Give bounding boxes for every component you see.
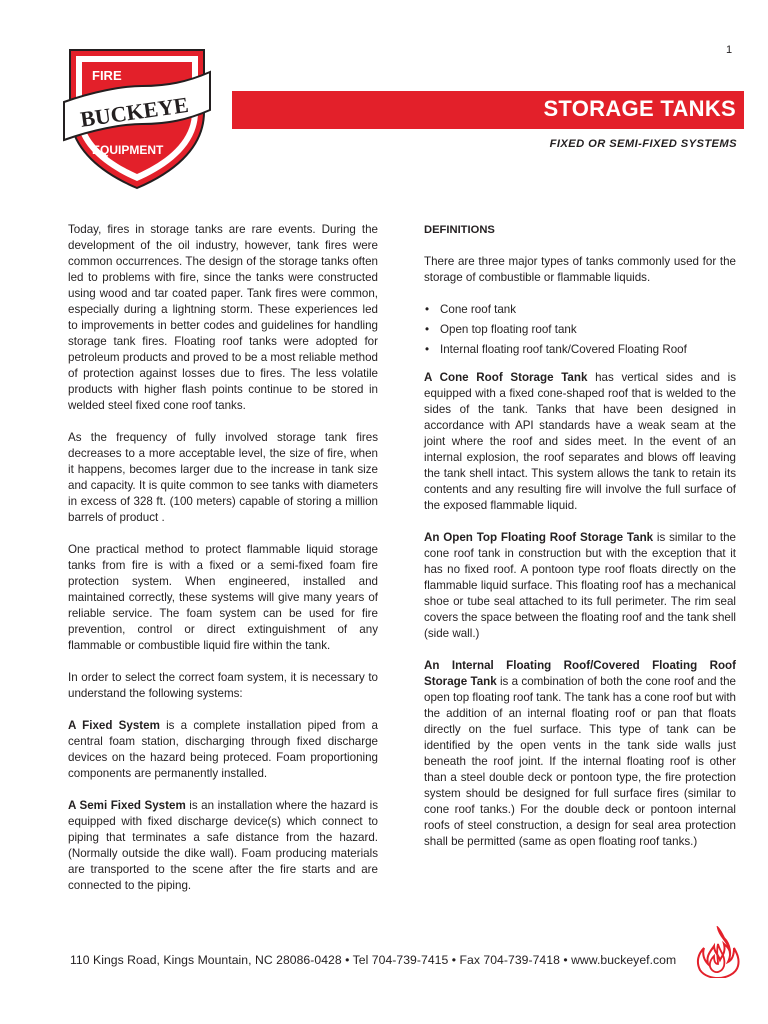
definitions-heading: DEFINITIONS bbox=[424, 224, 495, 236]
select-paragraph: In order to select the correct foam system, it is necessary to understand the following systems: bbox=[68, 671, 378, 700]
internal-floating-term: An Internal Floating Roof/Covered Floating Roof Storage Tank bbox=[424, 659, 736, 688]
fixed-system-text: is a complete installation piped from a central foam station, discharging through fixed discharge devices on the hazard being proteced. Foam proportioning components are permanently installed. bbox=[68, 719, 378, 780]
list-item: • Internal floating roof tank/Covered Floating Roof bbox=[424, 342, 736, 358]
tank-types-list bbox=[424, 302, 736, 358]
open-top-paragraph bbox=[424, 530, 736, 642]
method-paragraph: One practical method to protect flammable liquid storage tanks from fire is with a fixed or a semi-fixed foam fire protection system. When engineered, installed and maintained correctly, these systems will give many years of reliable service. The foam system can be used for fire prevention, control or direct extinguishment of any flammable or combustible liquid fire within the tank. bbox=[68, 543, 378, 652]
page-number: 1 bbox=[726, 44, 733, 56]
open-top-text: is similar to the cone roof tank in construction but with the exception that it has no fixed roof. A pontoon type roof floats directly on the flammable liquid surface. This floating roof has a mechanical shoe or tube seal attached to its full perimeter. The rim seal covers the space between the floating roof and the tank shell (side wall.) bbox=[424, 531, 736, 640]
internal-floating-paragraph bbox=[424, 658, 736, 850]
semi-fixed-system-text: is an installation where the hazard is equipped with fixed discharge device(s) which connect to piping that terminates a safe distance from the hazard. (Normally outside the dike wall). Foam producing materials are transported to the scene after the fire starts and are connected to the piping. bbox=[68, 799, 379, 892]
right-column bbox=[424, 222, 736, 866]
page-title: STORAGE TANKS bbox=[543, 96, 736, 121]
list-item: • Open top floating roof tank bbox=[424, 322, 736, 338]
semi-fixed-system-paragraph bbox=[68, 798, 378, 894]
semi-fixed-system-term: A Semi Fixed System bbox=[68, 799, 186, 812]
title-banner bbox=[232, 91, 744, 129]
logo-word-equipment: EQUIPMENT bbox=[92, 143, 164, 157]
internal-floating-text: is a combination of both the cone roof and the open top floating roof tank. The tank has a cone roof but with the addition of an internal floating roof or pan that floats directly on the fuel surface. This type of tank can be identified by the open vents in the tank side walls just beneath the roof joint. If the internal floating roof is other than a steel double deck or pontoon type, the fire protection system should be designed for full surface fires (similar to cone roof tanks.) For the double deck or pontoon internal roofs of steel construction, a design for seal area protection shall be permitted (same as open floating roof tanks.) bbox=[424, 675, 736, 848]
fixed-system-term: A Fixed System bbox=[68, 719, 160, 732]
flame-icon bbox=[694, 926, 742, 978]
logo-word-fire: FIRE bbox=[92, 68, 122, 83]
list-item: • Cone roof tank bbox=[424, 302, 736, 318]
page-subtitle: FIXED OR SEMI-FIXED SYSTEMS bbox=[549, 138, 737, 150]
footer-address: 110 Kings Road, Kings Mountain, NC 28086-0428 • Tel 704-739-7415 • Fax 704-739-7418 • www.buckeyef.com bbox=[70, 953, 677, 967]
open-top-term: An Open Top Floating Roof Storage Tank bbox=[424, 531, 654, 544]
cone-roof-term: A Cone Roof Storage Tank bbox=[424, 371, 588, 384]
logo-word-buckeye: BUCKEYE bbox=[78, 91, 190, 132]
fixed-system-paragraph bbox=[68, 718, 378, 782]
frequency-paragraph: As the frequency of fully involved storage tank fires decreases to a more acceptable level, the size of fire, when it happens, becomes larger due to the increase in tank size and capacity. It is quite common to see tanks with diameters in excess of 328 ft. (100 meters) capable of storing a million barrels of product . bbox=[68, 431, 378, 524]
intro-paragraph: Today, fires in storage tanks are rare events. During the development of the oil industry, however, tank fires were common occurrences. The design of the storage tanks often led to problems with fire, since the tanks were constructed using wood and tar coated paper. Tank fires were common, especially during a lightning storm. These experiences led to improvements in better codes and guidelines for handling storage tank fires. Floating roof tanks were adopted for petroleum products and proved to be a most reliable method of protection against losses due to fires. The less volatile products with higher flash points continue to be stored in welded steel fixed cone roof tanks. bbox=[68, 223, 378, 412]
cone-roof-text: has vertical sides and is equipped with a fixed cone-shaped roof that is welded to the sides of the tank. Tanks that have been designed in accordance with API standards have a weak seam at the joint where the roof and sides meet. In the event of an internal explosion, the roof separates and blows off leaving the tank shell intact. This system allows the tank to retain its contents and any resulting fire will involve the full surface of the exposed flammable liquid. bbox=[424, 371, 736, 512]
buckeye-fire-equipment-logo bbox=[62, 42, 212, 192]
cone-roof-paragraph bbox=[424, 370, 736, 514]
left-column bbox=[68, 222, 378, 910]
definitions-intro: There are three major types of tanks commonly used for the storage of combustible or flammable liquids. bbox=[424, 255, 736, 284]
